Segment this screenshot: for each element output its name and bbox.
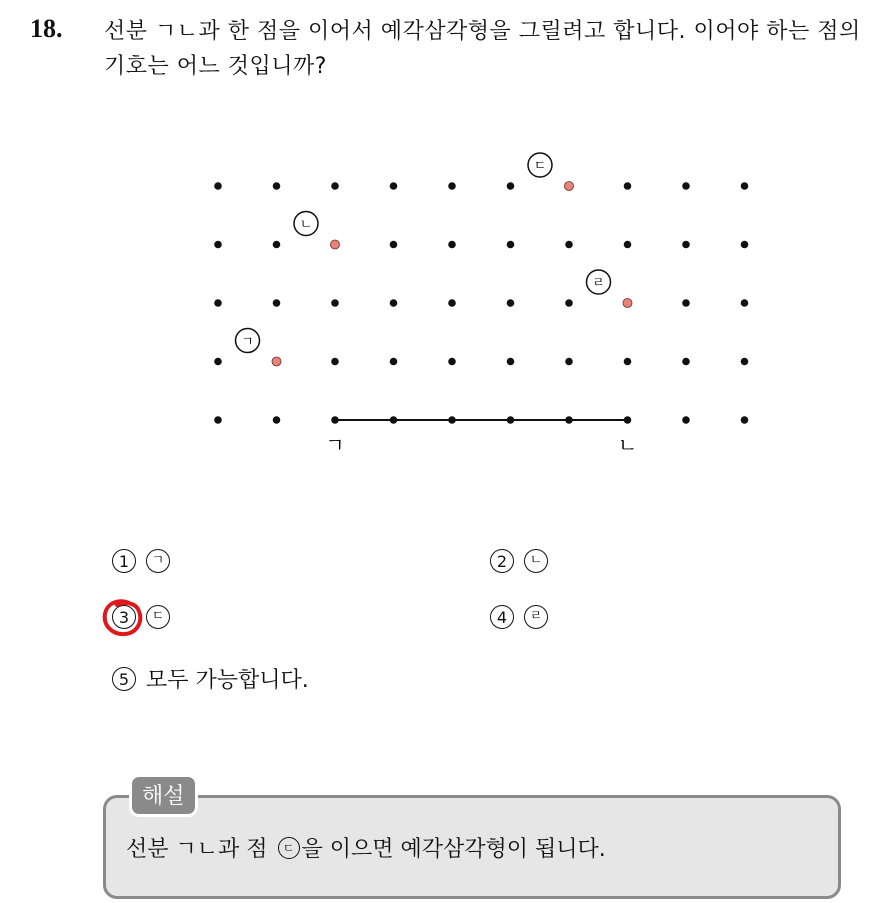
grid-dot xyxy=(214,182,222,190)
grid-dot xyxy=(390,299,398,307)
grid-dot xyxy=(682,182,690,190)
choice-symbol: ㄱ xyxy=(146,549,170,573)
grid-dot xyxy=(741,358,749,366)
grid-dot xyxy=(565,358,573,366)
grid-dot xyxy=(390,358,398,366)
grid-dot xyxy=(214,358,222,366)
grid-dot xyxy=(682,299,690,307)
grid-dot xyxy=(273,241,281,249)
grid-dot xyxy=(214,241,222,249)
choice-4[interactable] xyxy=(490,605,548,629)
grid-dot xyxy=(507,182,515,190)
dots-layer xyxy=(214,182,748,424)
grid-dot xyxy=(565,416,573,424)
grid-dot xyxy=(214,299,222,307)
segment-end-label: ㄴ xyxy=(617,433,638,457)
explanation-tag: 해설 xyxy=(129,774,198,817)
candidate-point xyxy=(623,299,632,308)
grid-dot xyxy=(390,182,398,190)
dot-grid-figure xyxy=(200,145,770,465)
grid-dot xyxy=(448,182,456,190)
grid-dot xyxy=(331,182,339,190)
choice-symbol: ㄹ xyxy=(524,605,548,629)
grid-dot xyxy=(331,358,339,366)
grid-dot xyxy=(624,182,632,190)
candidate-label-text: ㄴ xyxy=(299,217,313,233)
choice-5[interactable] xyxy=(112,663,309,694)
choice-symbol: ㄴ xyxy=(524,549,548,573)
grid-dot xyxy=(507,358,515,366)
grid-dot xyxy=(507,416,515,424)
candidate-point-label xyxy=(294,212,318,236)
choice-symbol: ㄷ xyxy=(146,605,170,629)
choice-text: 모두 가능합니다. xyxy=(146,668,309,693)
grid-dot xyxy=(390,241,398,249)
choice-number: 2 xyxy=(490,549,514,573)
grid-dot xyxy=(273,416,281,424)
candidate-label-text: ㄹ xyxy=(592,276,605,291)
grid-dot xyxy=(682,358,690,366)
grid-dot xyxy=(331,416,339,424)
grid-dot xyxy=(741,416,749,424)
grid-dot xyxy=(624,358,632,366)
grid-dot xyxy=(273,182,281,190)
grid-dot xyxy=(624,416,632,424)
candidate-point xyxy=(565,182,574,191)
grid-dot xyxy=(273,299,281,307)
grid-dot xyxy=(741,182,749,190)
candidate-point-label xyxy=(587,270,611,294)
candidate-point-label xyxy=(236,329,260,353)
grid-dot xyxy=(214,416,222,424)
grid-dot xyxy=(448,299,456,307)
grid-dot xyxy=(448,241,456,249)
answer-circle-mark xyxy=(101,598,145,638)
explanation-text-before: 선분 ㄱㄴ과 점 xyxy=(126,837,268,862)
grid-dot xyxy=(448,358,456,366)
explanation-text xyxy=(126,832,606,863)
candidate-label-text: ㄷ xyxy=(533,159,547,174)
grid-dot xyxy=(624,241,632,249)
choice-number: 4 xyxy=(490,605,514,629)
grid-dot xyxy=(448,416,456,424)
choice-number: 5 xyxy=(112,667,136,691)
question-number: 18. xyxy=(30,14,63,43)
question-text: 선분 ㄱㄴ과 한 점을 이어서 예각삼각형을 그릴려고 합니다. 이어야 하는 점의 기호는 어느 것입니까? xyxy=(104,19,861,79)
candidate-point xyxy=(272,357,281,366)
choice-2[interactable] xyxy=(490,549,548,573)
choice-number: 3 xyxy=(112,605,136,629)
point-labels-layer xyxy=(236,153,611,353)
grid-dot xyxy=(741,299,749,307)
grid-dot xyxy=(565,241,573,249)
grid-dot xyxy=(682,416,690,424)
grid-dot xyxy=(682,241,690,249)
grid-dot xyxy=(331,299,339,307)
candidate-point-label xyxy=(528,153,552,177)
candidate-label-text: ㄱ xyxy=(241,334,254,350)
candidate-point xyxy=(331,240,340,249)
explanation-text-after: 을 이으면 예각삼각형이 됩니다. xyxy=(301,837,606,862)
grid-dot xyxy=(507,241,515,249)
grid-dot xyxy=(741,241,749,249)
grid-dot xyxy=(507,299,515,307)
segment-layer xyxy=(325,420,637,457)
grid-dot xyxy=(390,416,398,424)
segment-start-label: ㄱ xyxy=(325,433,345,457)
choice-1[interactable] xyxy=(112,549,170,573)
choice-number: 1 xyxy=(112,549,136,573)
grid-dot xyxy=(565,299,573,307)
explanation-circled-symbol: ㄷ xyxy=(278,837,300,859)
